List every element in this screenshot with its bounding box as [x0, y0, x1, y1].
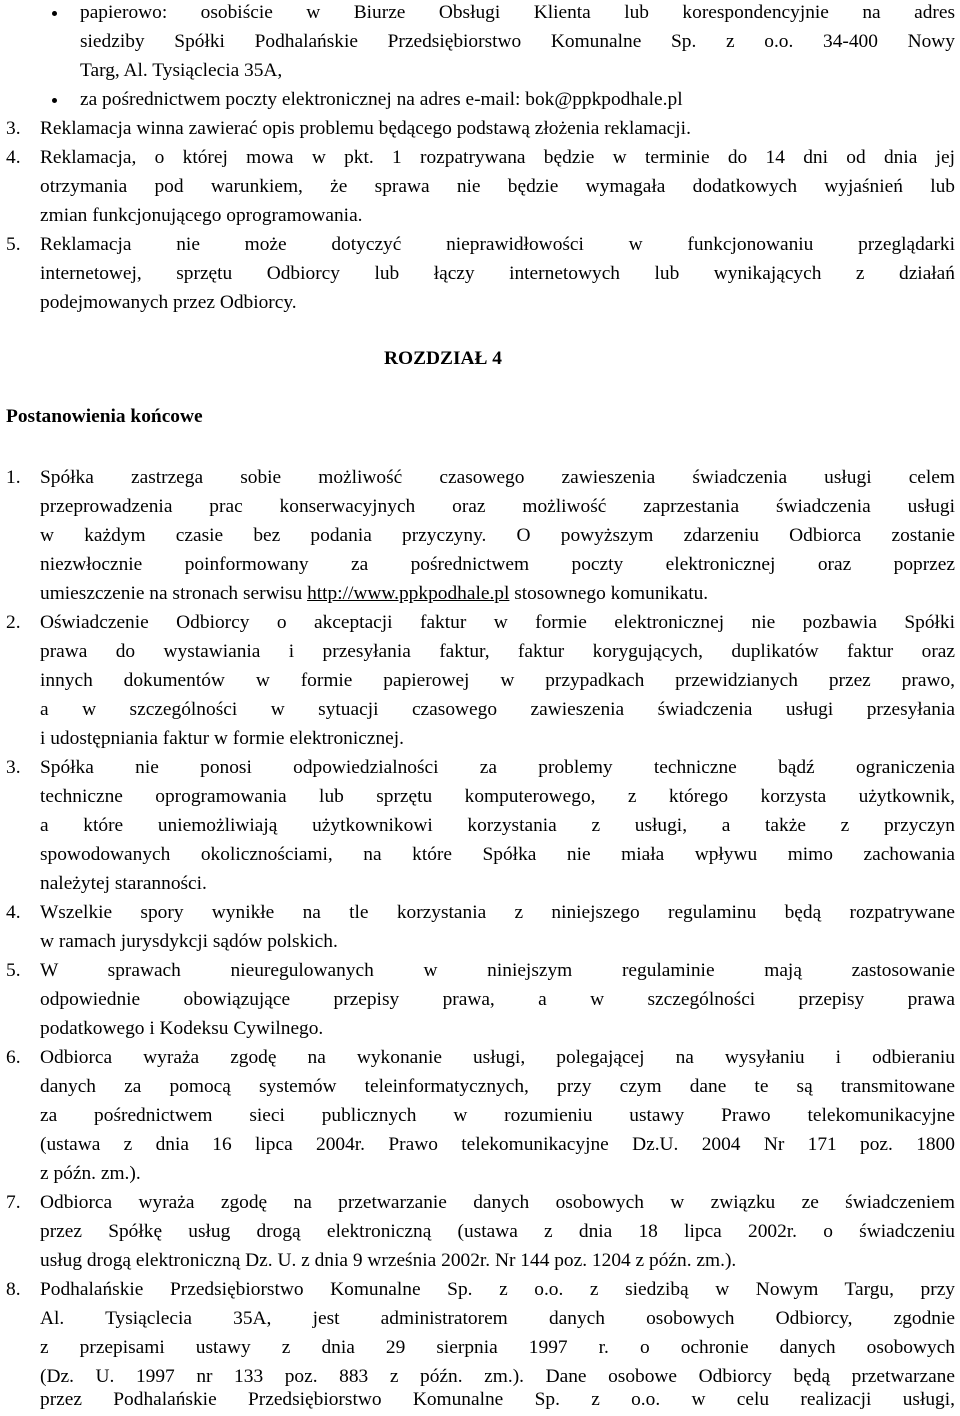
- bullet-line: Targ, Al. Tysiąclecia 35A,: [80, 60, 283, 81]
- item-line: podatkowego i Kodeksu Cywilnego.: [40, 1018, 324, 1039]
- item-line: w ramach jurysdykcji sądów polskich.: [40, 931, 338, 952]
- item-number: 4.: [6, 147, 21, 168]
- item-line: innych dokumentów w formie papierowej w przypadkach przewidzianych przez prawo,: [40, 670, 955, 691]
- item-line: niezwłocznie poinformowany za pośrednictwem poczty elektronicznej oraz poprzez: [40, 554, 955, 575]
- item-line: danych za pomocą systemów teleinformatycznych, przy czym dane te są transmitowane: [40, 1076, 955, 1097]
- bullet-line: za pośrednictwem poczty elektronicznej na adres e-mail: bok@ppkpodhale.pl: [80, 89, 683, 110]
- item-line: Wszelkie spory wynikłe na tle korzystania z niniejszego regulaminu będą rozpatrywane: [40, 902, 955, 923]
- item-line: a które uniemożliwiają użytkownikowi korzystania z usługi, a także z przyczyn: [40, 815, 955, 836]
- item-number: 1.: [6, 467, 21, 488]
- item-text: stosownego komunikatu.: [509, 583, 709, 604]
- item-line: Oświadczenie Odbiorcy o akceptacji faktur w formie elektronicznej nie pozbawia Spółki: [40, 612, 955, 633]
- item-line: techniczne oprogramowania lub sprzętu komputerowego, z którego korzysta użytkownik,: [40, 786, 955, 807]
- item-line: usług drogą elektroniczną Dz. U. z dnia 9 września 2002r. Nr 144 poz. 1204 z późn. zm.).: [40, 1250, 737, 1271]
- item-line: a w szczególności w sytuacji czasowego zawieszenia świadczenia usługi przesyłania: [40, 699, 955, 720]
- item-number: 4.: [6, 902, 21, 923]
- item-line: (Dz. U. 1997 nr 133 poz. 883 z późn. zm.). Dane osobowe Odbiorcy będą przetwarzane: [40, 1366, 955, 1387]
- item-line: podejmowanych przez Odbiorcy.: [40, 292, 297, 313]
- item-line: przez Podhalańskie Przedsiębiorstwo Komunalne Sp. z o.o. w celu realizacji usługi,: [40, 1389, 955, 1410]
- item-line: w każdym czasie bez podania przyczyny. O powyższym zdarzeniu Odbiorca zostanie: [40, 525, 955, 546]
- item-line: Odbiorca wyraża zgodę na wykonanie usługi, polegającej na wysyłaniu i odbieraniu: [40, 1047, 955, 1068]
- bullet-marker: [52, 11, 57, 16]
- item-line: przeprowadzenia prac konserwacyjnych oraz możliwość zaprzestania świadczenia usługi: [40, 496, 955, 517]
- item-line: Al. Tysiąclecia 35A, jest administratorem danych osobowych Odbiorcy, zgodnie: [40, 1308, 955, 1329]
- item-line: odpowiednie obowiązujące przepisy prawa, a w szczególności przepisy prawa: [40, 989, 955, 1010]
- item-line: zmian funkcjonującego oprogramowania.: [40, 205, 363, 226]
- bullet-line: papierowo: osobiście w Biurze Obsługi Klienta lub korespondencyjnie na adres: [80, 2, 955, 23]
- item-line: (ustawa z dnia 16 lipca 2004r. Prawo telekomunikacyjne Dz.U. 2004 Nr 171 poz. 1800: [40, 1134, 955, 1155]
- item-line: za pośrednictwem sieci publicznych w rozumieniu ustawy Prawo telekomunikacyjne: [40, 1105, 955, 1126]
- item-line: Odbiorca wyraża zgodę na przetwarzanie danych osobowych w związku ze świadczeniem: [40, 1192, 955, 1213]
- item-number: 5.: [6, 960, 21, 981]
- item-line: z późn. zm.).: [40, 1163, 141, 1184]
- item-line: należytej staranności.: [40, 873, 207, 894]
- item-line: Reklamacja winna zawierać opis problemu będącego podstawą złożenia reklamacji.: [40, 118, 691, 139]
- item-line: spowodowanych okolicznościami, na które Spółka nie miała wpływu mimo zachowania: [40, 844, 955, 865]
- item-number: 5.: [6, 234, 21, 255]
- item-text: umieszczenie na stronach serwisu: [40, 583, 308, 604]
- bullet-line: siedziby Spółki Podhalańskie Przedsiębiorstwo Komunalne Sp. z o.o. 34-400 Nowy: [80, 31, 955, 52]
- item-line: Reklamacja nie może dotyczyć nieprawidłowości w funkcjonowaniu przeglądarki: [40, 234, 955, 255]
- item-number: 8.: [6, 1279, 21, 1300]
- item-number: 2.: [6, 612, 21, 633]
- item-line: [40, 579, 955, 608]
- item-line: W sprawach nieuregulowanych w niniejszym regulaminie mają zastosowanie: [40, 960, 955, 981]
- section-title: Postanowienia końcowe: [6, 406, 203, 427]
- item-number: 3.: [6, 757, 21, 778]
- website-link[interactable]: http://www.ppkpodhale.pl: [307, 583, 510, 604]
- chapter-heading: ROZDZIAŁ 4: [384, 348, 502, 369]
- bullet-marker: [52, 98, 57, 103]
- item-line: otrzymania pod warunkiem, że sprawa nie będzie wymagała dodatkowych wyjaśnień lub: [40, 176, 955, 197]
- item-line: Spółka nie ponosi odpowiedzialności za problemy techniczne bądź ograniczenia: [40, 757, 955, 778]
- item-line: Podhalańskie Przedsiębiorstwo Komunalne Sp. z o.o. z siedzibą w Nowym Targu, przy: [40, 1279, 955, 1300]
- item-line: i udostępniania faktur w formie elektronicznej.: [40, 728, 404, 749]
- item-number: 6.: [6, 1047, 21, 1068]
- item-line: przez Spółkę usług drogą elektroniczną (ustawa z dnia 18 lipca 2002r. o świadczeniu: [40, 1221, 955, 1242]
- item-line: internetowej, sprzętu Odbiorcy lub łączy internetowych lub wynikających z działań: [40, 263, 955, 284]
- item-line: Spółka zastrzega sobie możliwość czasowego zawieszenia świadczenia usługi celem: [40, 467, 955, 488]
- item-number: 3.: [6, 118, 21, 139]
- item-line: z przepisami ustawy z dnia 29 sierpnia 1997 r. o ochronie danych osobowych: [40, 1337, 955, 1358]
- item-line: prawa do wystawiania i przesyłania faktur, faktur korygujących, duplikatów faktur oraz: [40, 641, 955, 662]
- item-number: 7.: [6, 1192, 21, 1213]
- item-line: Reklamacja, o której mowa w pkt. 1 rozpatrywana będzie w terminie do 14 dni od dnia jej: [40, 147, 955, 168]
